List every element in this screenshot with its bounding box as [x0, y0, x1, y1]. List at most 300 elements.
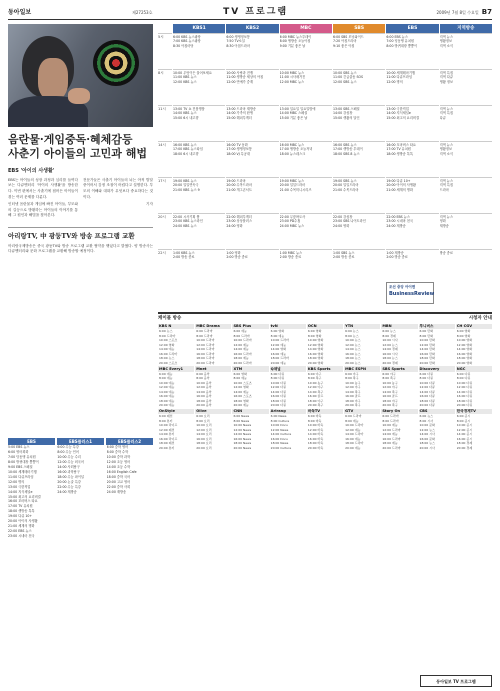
program-item: 9:00 기분 좋은 날	[279, 44, 306, 49]
cable-program: 8:00 다큐	[419, 376, 434, 381]
cable-channel	[307, 324, 343, 365]
program-item: 19:00 SBS 뉴스	[332, 178, 357, 183]
cable-program: 6:00 다큐	[419, 371, 434, 376]
program-item: 12:00 명의	[386, 80, 403, 85]
program-cell	[226, 33, 278, 69]
program-cell	[333, 141, 385, 177]
program-cell	[333, 69, 385, 105]
listing-item: 18:00 중학 국어	[106, 474, 131, 479]
cable-channel	[456, 324, 492, 365]
program-cell	[440, 69, 492, 105]
program-item: 17:00 생생정보통	[226, 147, 252, 152]
listing-header: EBS플러스2	[106, 438, 153, 445]
listing-item: 5:00 EBS 뉴스	[8, 445, 30, 449]
program-item: 2:00 방송 종료	[173, 255, 195, 260]
cable-program: 8:00 뉴스	[345, 333, 359, 338]
program-item: 17:00 생방송 오늘저녁	[279, 147, 313, 152]
cable-program: 18:00 영화	[456, 356, 473, 361]
cable-program: 18:00 만화	[419, 356, 435, 361]
cable-program: 14:00 시사	[419, 432, 435, 437]
program-cell	[333, 249, 385, 285]
program-cell	[386, 141, 438, 177]
cable-program: 10:00 드라마	[270, 338, 289, 343]
cable-program: 6:00 예능	[159, 371, 173, 376]
cable-program: 12:00 만화	[419, 342, 435, 347]
cable-program: 10:00 만화	[419, 338, 435, 343]
cable-program: 10:00 영화	[307, 338, 324, 343]
cable-program: 12:00 다큐	[419, 385, 435, 390]
program-cell	[280, 249, 332, 285]
program-cell	[280, 177, 332, 213]
channel-column	[280, 33, 332, 285]
cable-channel	[456, 409, 492, 450]
program-item: 10:00 SBS 뉴스	[332, 70, 357, 75]
program-item: 22:00 해피투게더	[226, 214, 252, 219]
program-cell	[173, 213, 225, 249]
cable-channel-name: CBS	[419, 409, 455, 414]
cable-program: 8:00 드라마	[382, 418, 399, 423]
program-item: 18:00 6시 내고향	[173, 152, 199, 157]
program-cell	[386, 213, 438, 249]
program-item: 방송 종료	[439, 250, 453, 255]
listing-item: 20:00 아이의 사생활	[8, 519, 38, 524]
cable-program: 12:00 News	[233, 427, 252, 432]
program-item: 16:00 MBC 뉴스	[279, 142, 305, 147]
cable-program: 10:00 농구	[345, 380, 361, 385]
program-item: 6:00 생생정보통	[226, 34, 250, 39]
cable-program: 10:00 드라마	[233, 338, 252, 343]
cable-program: 18:00 패션	[159, 441, 175, 446]
cable-program: 20:00 뷰티	[159, 445, 175, 450]
program-item: 7:20 아침드라마	[332, 39, 357, 44]
program-item: 10:00 세계테마기행	[386, 70, 415, 75]
cable-program: 18:00 News	[233, 441, 252, 446]
listing-item: 7:00 딩동댕 유치원	[8, 454, 36, 459]
cable-channel-name: SBS Sports	[381, 366, 417, 371]
cable-channel-name: MBC Every1	[158, 366, 194, 371]
cable-program: 16:00 Docu	[270, 436, 288, 441]
program-cell	[333, 33, 385, 69]
channel-header: MBC	[280, 24, 332, 33]
cable-program: 16:00 바둑	[307, 436, 324, 441]
cable-channel-name: 투니버스	[419, 324, 455, 329]
cable-program: 20:00 경제	[382, 360, 398, 365]
program-item: 21:00 세계의 명화	[386, 188, 413, 193]
cable-program: 12:00 영화	[233, 385, 249, 390]
cable-program: 6:00 영화	[307, 329, 322, 334]
program-item: 16:00 KBS 뉴스	[173, 142, 197, 147]
cable-program: 10:00 농구	[382, 380, 398, 385]
program-cell	[226, 177, 278, 213]
listing-item: 14:00 지식채널e	[8, 489, 33, 494]
cable-program: 6:00 드라마	[345, 414, 362, 419]
program-item: 23:00 상상플러스	[226, 219, 252, 224]
page-number: B7	[481, 8, 492, 17]
cable-program: 8:00 다큐	[456, 376, 471, 381]
listing-item: 12:00 수능 외국어	[57, 459, 84, 464]
program-item: 지역 뉴스	[439, 142, 453, 147]
cable-program: 18:00 드라마	[196, 356, 215, 361]
cable-program: 14:00 뷰티	[159, 432, 175, 437]
program-item: 14:00 KBS 뉴스	[173, 111, 197, 116]
cable-channel	[195, 409, 231, 450]
cable-program: 20:00 드라마	[196, 360, 215, 365]
cable-program: 8:00 시사	[419, 418, 434, 423]
cable-program: 10:00 예능	[382, 423, 398, 428]
channel-column	[440, 33, 492, 285]
cable-program: 16:00 영화	[456, 351, 473, 356]
listing-item: 10:00 세계테마기행	[8, 469, 37, 474]
cable-program: 6:00 News	[270, 414, 287, 419]
byline: 기자	[146, 202, 153, 207]
cable-program: 10:00 뉴스	[345, 338, 361, 343]
program-item: 2:00 방송 종료	[386, 255, 408, 260]
program-item: 8:00 생방송 오늘아침	[279, 39, 311, 44]
program-item: 23:00 시네마 천국	[386, 219, 413, 224]
program-item: 13:00 드라마 재방송	[226, 106, 257, 111]
program-item: 6:00 EBS 뉴스	[386, 34, 408, 39]
channel-header: SBS	[333, 24, 385, 33]
cable-channel	[419, 409, 455, 450]
cable-program: 12:00 뉴스	[419, 427, 435, 432]
cable-program: 8:00 영화	[456, 333, 471, 338]
cable-program: 10:00 영화	[456, 338, 473, 343]
cable-program: 18:00 뉴스	[159, 356, 175, 361]
program-item: 지역 소식	[439, 44, 453, 49]
program-item: 19:00 MBC 뉴스	[279, 178, 305, 183]
cable-program: 20:00 예능	[270, 360, 287, 365]
program-item: 지역 다큐	[439, 75, 453, 80]
cable-program: 10:00 바둑	[307, 423, 324, 428]
program-cell	[226, 141, 278, 177]
cable-program: 8:00 요리	[196, 418, 210, 423]
listing-item: 24:00 재방송	[106, 489, 127, 494]
cable-program: 18:00 News	[270, 441, 289, 446]
cable-program: 6:00 뉴스	[159, 329, 173, 334]
listing-item: 6:00 영어회화	[8, 449, 29, 454]
program-item: 24:00 MBC 뉴스	[279, 224, 305, 229]
cable-channel	[381, 324, 417, 365]
cable-program: 12:00 요리	[196, 427, 212, 432]
listing-item: 8:00 수능 언어	[57, 449, 79, 454]
cable-program: 12:00 야구	[345, 385, 361, 390]
cable-program: 8:00 Culture	[270, 418, 290, 423]
cable-program: 20:00 영화	[307, 360, 324, 365]
cable-program: 20:00 예능	[159, 403, 175, 408]
cable-program: 14:00 만화	[419, 347, 435, 352]
program-item: 20:00 수목드라마	[226, 183, 252, 188]
cable-program: 6:00 드라마	[196, 329, 213, 334]
cable-program: 6:00 영화	[456, 329, 471, 334]
program-cell	[280, 105, 332, 141]
listing-item: 17:00 TV 유치원	[8, 504, 33, 509]
cable-program: 14:00 다큐	[419, 389, 435, 394]
program-item: 21:00 개그콘서트	[226, 188, 252, 193]
cable-program: 16:00 다큐	[270, 394, 287, 399]
cable-program: 12:00 음악	[196, 385, 212, 390]
program-item: 6:00 KBS 뉴스광장	[173, 34, 201, 39]
second-paragraph: 아리랑국제방송은 중국 광둥TV와 방송 프로그램 교환 협약을 맺었다고 밝혔다. 양 방송사는 다큐멘터리와 문화 프로그램을 교환해 방송할 예정이다.	[8, 243, 153, 254]
program-cell	[386, 249, 438, 285]
cable-program: 12:00 예능	[233, 342, 249, 347]
listing-item: 10:00 중학 과학	[106, 454, 131, 459]
cable-program: 18:00 요리	[196, 441, 212, 446]
cable-program: 8:00 축구	[307, 376, 322, 381]
masthead	[8, 6, 492, 20]
cable-program: 6:00 뉴스	[345, 329, 359, 334]
cable-program: 8:00 만화	[419, 333, 434, 338]
program-item: 14:00 MBC 스페셜	[279, 111, 308, 116]
program-cell	[173, 141, 225, 177]
cable-program: 12:00 영화	[159, 342, 175, 347]
cable-channel	[232, 366, 268, 407]
program-item: 23:00 PD수첩	[279, 219, 301, 224]
cable-program: 12:00 영화	[456, 342, 473, 347]
cable-channel	[344, 324, 380, 365]
cable-program: 16:00 증시	[456, 436, 473, 441]
program-item: 20:00 일일드라마	[279, 183, 306, 188]
cable-program: 20:00 만화	[419, 360, 435, 365]
feature-paragraph: 인터넷 음란물과 게임에 빠진 아이들, 부모와의 갈등으로 방황하는 아이들의 이야기를 통해 그 원인과 해법을 찾아본다.	[8, 202, 78, 218]
cable-program: 16:00 뉴스	[345, 351, 361, 356]
cable-program: 12:00 다큐	[270, 385, 287, 390]
program-item: 20:00 일일연속극	[173, 183, 199, 188]
cable-channel	[195, 324, 231, 365]
cable-program: 16:00 다큐	[419, 394, 435, 399]
cable-program: 18:00 뉴스	[419, 441, 435, 446]
cable-program: 6:00 영화	[270, 329, 285, 334]
cable-program: 16:00 드라마	[196, 351, 215, 356]
cable-channel-name: SBS Plus	[232, 324, 268, 329]
program-item: 지역 뉴스	[439, 214, 453, 219]
program-cell	[280, 141, 332, 177]
cable-program: 12:00 드라마	[382, 427, 401, 432]
program-item: 지역 뉴스	[439, 106, 453, 111]
listing-item: 16:00 꼬마버스 타요	[8, 499, 38, 504]
program-item: 8:30 아침드라마	[226, 44, 250, 49]
program-item: 영화	[439, 219, 446, 224]
cable-program: 20:00 축구	[307, 403, 324, 408]
cable-program: 6:00 야구	[382, 371, 396, 376]
program-item: 10:00 MBC 뉴스	[279, 70, 305, 75]
program-item: 13:00 SBS 스페셜	[332, 106, 360, 111]
cable-program: 8:00 다큐	[270, 376, 285, 381]
cable-program: 10:00 드라마	[196, 338, 215, 343]
cable-program: 6:00 뉴스	[419, 414, 434, 419]
cable-program: 16:00 예능	[159, 394, 175, 399]
program-cell	[333, 213, 385, 249]
program-cell	[440, 33, 492, 69]
cable-program: 20:00 시사	[419, 445, 435, 450]
cable-channel-name: Olive	[195, 409, 231, 414]
listing-item: 14:00 사회탐구	[57, 464, 80, 469]
issue-date: 2009년 7월 8일 수요일	[436, 10, 479, 15]
cable-program: 8:00 음악	[196, 376, 210, 381]
time-label: 17시	[158, 177, 172, 213]
cable-program: 14:00 영화	[270, 347, 287, 352]
listing-item: 22:00 수능 특강	[57, 484, 81, 489]
cable-program: 14:00 경제	[382, 347, 398, 352]
cable-channel	[232, 324, 268, 365]
cable-program: 10:00 시사	[382, 338, 398, 343]
cable-program: 18:00 음악	[196, 398, 212, 403]
listing-item: 13:00 극한직업	[8, 484, 31, 489]
cable-program: 18:00 야구	[307, 398, 324, 403]
cable-program: 16:00 시사	[382, 351, 398, 356]
program-item: 생활 정보	[439, 80, 453, 85]
cable-channel	[344, 366, 380, 407]
cable-program: 20:00 스포츠	[159, 360, 178, 365]
cable-program: 10:00 다큐	[419, 380, 435, 385]
feature-kicker: EBS '아이의 사생활'	[8, 167, 55, 174]
program-item: 드라마	[439, 188, 449, 193]
cable-program: 20:00 다큐	[270, 403, 287, 408]
cable-program: 10:00 다큐	[270, 380, 287, 385]
cable-program: 16:00 스포츠	[233, 394, 252, 399]
section-title: TV 프로그램	[223, 6, 289, 17]
cable-program: 14:00 증시	[456, 432, 473, 437]
listing-item: 22:00 중학 사회	[106, 484, 131, 489]
program-cell	[440, 177, 492, 213]
program-item: 19:00 드라마	[226, 178, 246, 183]
program-item: 11:00 시사매거진	[279, 75, 306, 80]
cable-program: 12:00 예능	[345, 427, 361, 432]
broadcast-grid	[158, 24, 492, 298]
program-item: 지역 뉴스	[439, 34, 453, 39]
program-cell	[333, 105, 385, 141]
program-cell	[173, 69, 225, 105]
feature-headline-2: 사춘기 아이들의 고민과 해법	[8, 147, 147, 161]
cable-program: 6:00 예능	[233, 329, 247, 334]
feature-article	[8, 24, 153, 257]
program-cell	[280, 33, 332, 69]
cable-program: 14:00 축구	[382, 389, 398, 394]
listing-item: 22:00 EBS 뉴스	[8, 529, 32, 534]
cable-channel-name: 한국경제TV	[456, 409, 492, 414]
cable-program: 6:00 News	[233, 414, 250, 419]
listing-item: 9:00 EBS 스페셜	[8, 464, 33, 469]
cable-program: 6:00 패션	[159, 414, 173, 419]
cable-program: 10:00 요리	[196, 423, 212, 428]
channel-header: KBS1	[173, 24, 225, 33]
channel-header: EBS	[386, 24, 438, 33]
cable-program: 8:00 예능	[233, 376, 247, 381]
cable-program: 14:00 바둑	[307, 432, 324, 437]
cable-program: 8:00 News	[233, 418, 250, 423]
cable-program: 12:00 뉴스	[382, 342, 398, 347]
cable-channel	[307, 409, 343, 450]
cable-program: 14:00 축구	[307, 389, 324, 394]
cable-channel	[158, 366, 194, 407]
cable-program: 18:00 뉴스	[345, 356, 361, 361]
cable-channel	[158, 409, 194, 450]
program-item: 13:00 일요일 일요일밤에	[279, 106, 316, 111]
cable-program: 12:00 영화	[307, 342, 324, 347]
cable-channel	[270, 366, 306, 407]
cable-program: 14:00 드라마	[345, 432, 364, 437]
cable-program: 16:00 음악	[196, 394, 212, 399]
cable-note: 시청자 안내	[468, 316, 492, 321]
cable-program: 6:00 바둑	[307, 414, 322, 419]
time-label: 5시	[158, 33, 172, 69]
cable-channel	[419, 324, 455, 365]
cable-program: 10:00 드라마	[345, 423, 364, 428]
time-label: 11시	[158, 105, 172, 141]
cable-program: 20:00 축구	[382, 403, 398, 408]
feature-paragraph: 전문가들은 사춘기 아이들의 뇌는 아직 발달 중이어서 감정 조절이 어렵다고 설명한다. 부모의 이해와 대화가 무엇보다 중요하다는 것이다.	[83, 177, 153, 199]
listing-item: 18:00 생방송 톡톡	[8, 509, 35, 514]
cable-program: 20:00 뉴스	[345, 360, 361, 365]
program-item: 15:00 최고의 요리비결	[386, 116, 420, 121]
cable-program: 16:00 골프	[382, 394, 398, 399]
channel-header: KBS2	[226, 24, 278, 33]
ebs-listing	[8, 438, 153, 539]
program-item: 지역 특집	[439, 183, 453, 188]
time-label: 20시	[158, 213, 172, 249]
cable-program: 12:00 패션	[159, 427, 175, 432]
program-cell	[386, 33, 438, 69]
cable-program: 20:00 드라마	[233, 360, 252, 365]
cable-program: 14:00 예능	[382, 432, 398, 437]
program-item: 24:00 영화	[332, 224, 350, 229]
program-item: 18:00 뉴스데스크	[279, 152, 306, 157]
cable-channel-name: KBS N	[158, 324, 194, 329]
cable-channel	[456, 366, 492, 407]
cable-channel	[232, 409, 268, 450]
cable-program: 14:00 영화	[456, 347, 473, 352]
cable-program: 16:00 문화	[419, 436, 435, 441]
cable-program: 14:00 예능	[233, 389, 249, 394]
cable-channel	[344, 409, 380, 450]
cable-program: 10:00 다큐	[456, 380, 473, 385]
cable-channel-name: YTN	[344, 324, 380, 329]
cable-channel-name: Mnet	[195, 366, 231, 371]
program-item: 18:00 생방송 톡톡	[386, 152, 413, 157]
channel-column	[173, 33, 225, 285]
program-item: 10:00 무엇이든 물어보세요	[173, 70, 212, 75]
cable-channel	[195, 366, 231, 407]
channel-column	[386, 33, 438, 285]
cable-program: 18:00 야구	[345, 398, 361, 403]
cable-program: 18:00 야구	[382, 398, 398, 403]
cable-channel	[419, 366, 455, 407]
listing-item: 12:00 초등 영어	[106, 459, 131, 464]
cable-program: 8:00 바둑	[307, 418, 322, 423]
program-item: 7:00 KBS 뉴스광장	[173, 39, 201, 44]
program-item: 22:00 시사기획 쌈	[173, 214, 200, 219]
cable-channel-name: CNN	[232, 409, 268, 414]
footer-box: 동아일보 TV 프로그램	[420, 675, 492, 687]
cable-program: 12:00 News	[270, 427, 289, 432]
cable-channel	[307, 366, 343, 407]
cable-program: 14:00 축구	[345, 389, 361, 394]
cable-channel-name: 바둑TV	[307, 409, 343, 414]
cable-program: 6:00 영화	[233, 371, 247, 376]
cable-program: 6:00 증시	[456, 414, 471, 419]
cable-program: 14:00 드라마	[196, 347, 215, 352]
cable-channel	[270, 324, 306, 365]
cable-program: 8:00 드라마	[196, 333, 213, 338]
cable-program: 8:00 드라마	[233, 333, 250, 338]
cable-program: 12:00 다큐	[456, 385, 473, 390]
time-label: 22시	[158, 249, 172, 285]
cable-program: 8:00 영화	[307, 333, 322, 338]
cable-program: 8:00 뷰티	[159, 418, 173, 423]
program-cell	[440, 213, 492, 249]
listing-item: 18:00 수능 파이널	[57, 474, 84, 479]
cable-channel-name: Arirang	[270, 409, 306, 414]
cable-program: 16:00 드라마	[159, 351, 178, 356]
